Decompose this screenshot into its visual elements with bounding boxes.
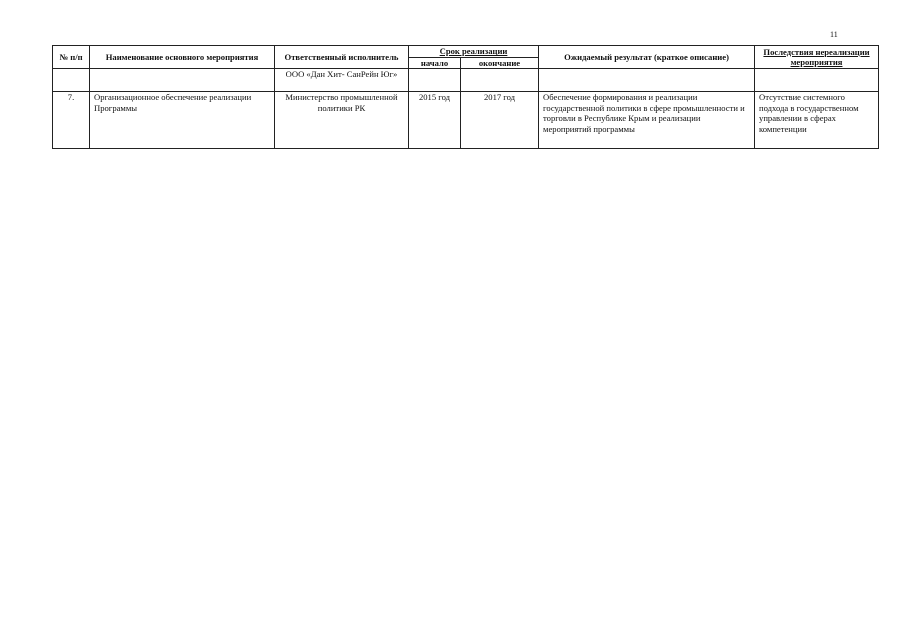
header-num: № п/п [53, 46, 90, 69]
cell-name [90, 69, 275, 92]
header-executor: Ответственный исполнитель [275, 46, 409, 69]
header-name: Наименование основного мероприятия [90, 46, 275, 69]
cell-start: 2015 год [409, 92, 461, 149]
cell-executor: ООО «Дан Хит- СанРейн Юг» [275, 69, 409, 92]
cell-end: 2017 год [461, 92, 539, 149]
header-consequence: Последствия нереализации мероприятия [755, 46, 879, 69]
program-measures-table [52, 45, 879, 149]
cell-start [409, 69, 461, 92]
cell-consequence: Отсутствие системного подхода в государственном управлении в сферах компетенции [755, 92, 879, 149]
cell-consequence [755, 69, 879, 92]
cell-result [539, 69, 755, 92]
cell-end [461, 69, 539, 92]
header-result: Ожидаемый результат (краткое описание) [539, 46, 755, 69]
header-term: Срок реализации [409, 46, 539, 58]
table-row [53, 69, 879, 92]
page-number: 11 [830, 30, 838, 39]
cell-num: 7. [53, 92, 90, 149]
header-start: начало [409, 57, 461, 69]
cell-result: Обеспечение формирования и реализации государственной политики в сфере промышленности и торговли в Республике Крым и реализации мероприятий программы [539, 92, 755, 149]
table-row [53, 92, 879, 149]
header-end: окончание [461, 57, 539, 69]
header-row-top [53, 46, 879, 58]
cell-name: Организационное обеспечение реализации Программы [90, 92, 275, 149]
cell-executor: Министерство промышленной политики РК [275, 92, 409, 149]
cell-num [53, 69, 90, 92]
